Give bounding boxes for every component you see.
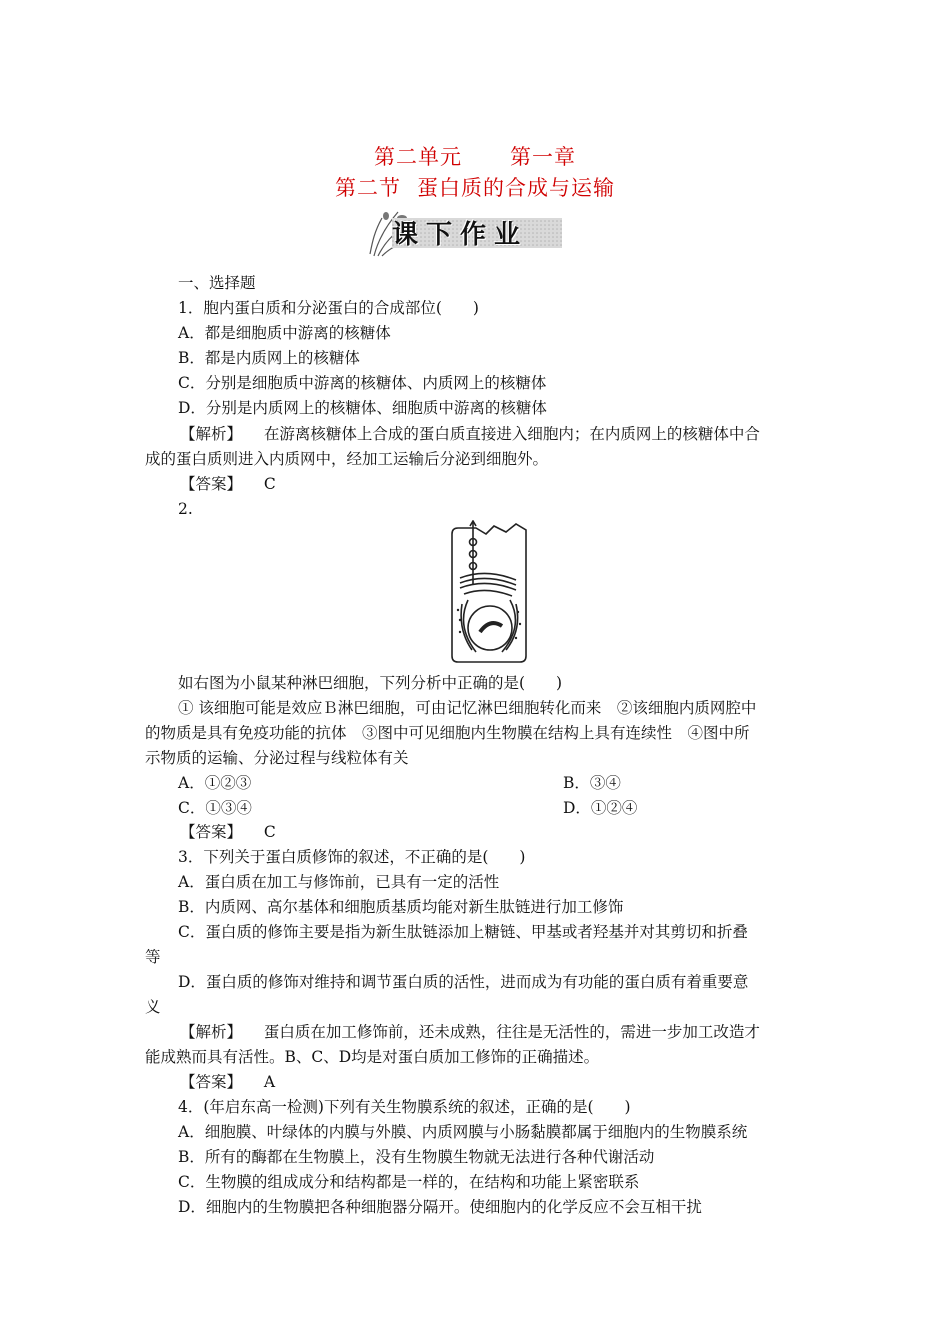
q3-analysis-cont: 能成熟而具有活性。B、C、D均是对蛋白质加工修饰的正确描述。 — [145, 1048, 600, 1066]
q4-stem: 4．(年启东高一检测)下列有关生物膜系统的叙述，正确的是( ) — [178, 1098, 631, 1116]
lymphocyte-diagram — [446, 520, 532, 664]
q4-option-a: A．细胞膜、叶绿体的内膜与外膜、内质网膜与小肠黏膜都属于细胞内的生物膜系统 — [178, 1123, 748, 1141]
answer-label: 【答案】 — [180, 823, 243, 841]
q1-analysis-cont: 成的蛋白质则进入内质网中，经加工运输后分泌到细胞外。 — [145, 450, 549, 468]
banner-title: 课下作业 — [392, 220, 529, 250]
unit-chapter-heading — [0, 141, 950, 171]
section-label: 第二节 — [335, 176, 401, 200]
q2-stem: 如右图为小鼠某种淋巴细胞，下列分析中正确的是( ) — [178, 674, 563, 692]
q3-answer — [180, 1072, 275, 1092]
q3-option-c: C．蛋白质的修饰主要是指为新生肽链添加上糖链、甲基或者羟基并对其剪切和折叠 — [178, 923, 748, 941]
part-title: 一、选择题 — [178, 274, 256, 292]
analysis-text: 在游离核糖体上合成的蛋白质直接进入细胞内；在内质网上的核糖体中合 — [263, 425, 760, 443]
q1-option-c: C．分别是细胞质中游离的核糖体、内质网上的核糖体 — [178, 374, 547, 392]
answer-value: C — [263, 475, 276, 493]
section-heading — [0, 172, 950, 202]
q2-option-c: C．①③④ — [178, 799, 252, 817]
section-title: 蛋白质的合成与运输 — [417, 176, 615, 200]
analysis-label: 【解析】 — [180, 425, 243, 443]
answer-label: 【答案】 — [180, 1073, 243, 1091]
q1-analysis — [180, 424, 760, 444]
analysis-label: 【解析】 — [180, 1023, 243, 1041]
q3-option-b: B．内质网、高尔基体和细胞质基质均能对新生肽链进行加工修饰 — [178, 898, 624, 916]
q3-stem: 3．下列关于蛋白质修饰的叙述，不正确的是( ) — [178, 848, 526, 866]
q2-answer — [180, 822, 276, 842]
q3-option-c-cont: 等 — [145, 948, 161, 966]
answer-value: C — [263, 823, 276, 841]
q3-option-d: D．蛋白质的修饰对维持和调节蛋白质的活性，进而成为有功能的蛋白质有着重要意 — [178, 973, 749, 991]
q1-option-b: B．都是内质网上的核糖体 — [178, 349, 360, 367]
q3-analysis — [180, 1022, 760, 1042]
q2-option-a: A．①②③ — [178, 774, 252, 792]
q4-option-b: B．所有的酶都在生物膜上，没有生物膜生物就无法进行各种代谢活动 — [178, 1148, 655, 1166]
q4-option-c: C．生物膜的组成成分和结构都是一样的，在结构和功能上紧密联系 — [178, 1173, 640, 1191]
chapter-label: 第一章 — [510, 145, 576, 169]
q1-option-a: A．都是细胞质中游离的核糖体 — [178, 324, 391, 342]
q1-option-d: D．分别是内质网上的核糖体、细胞质中游离的核糖体 — [178, 399, 547, 417]
unit-label: 第二单元 — [374, 145, 462, 169]
q2-option-b: B．③④ — [563, 774, 621, 792]
q2-option-d: D．①②④ — [563, 799, 638, 817]
q2-desc-3: 示物质的运输、分泌过程与线粒体有关 — [145, 749, 409, 767]
q3-option-a: A．蛋白质在加工与修饰前，已具有一定的活性 — [178, 873, 500, 891]
analysis-text: 蛋白质在加工修饰前，还未成熟，往往是无活性的，需进一步加工改造才 — [263, 1023, 760, 1041]
q4-option-d: D．细胞内的生物膜把各种细胞器分隔开。使细胞内的化学反应不会互相干扰 — [178, 1198, 702, 1216]
answer-label: 【答案】 — [180, 475, 243, 493]
q2-number: 2. — [178, 500, 193, 518]
q1-answer — [180, 474, 276, 494]
q3-option-d-cont: 义 — [145, 998, 161, 1016]
q2-desc-1: ① 该细胞可能是效应Ｂ淋巴细胞，可由记忆淋巴细胞转化而来 ②该细胞内质网腔中 — [178, 699, 757, 717]
q2-desc-2: 的物质是具有免疫功能的抗体 ③图中可见细胞内生物膜在结构上具有连续性 ④图中所 — [145, 724, 750, 742]
answer-value: A — [263, 1073, 276, 1091]
q1-stem: 1．胞内蛋白质和分泌蛋白的合成部位( ) — [178, 299, 479, 317]
